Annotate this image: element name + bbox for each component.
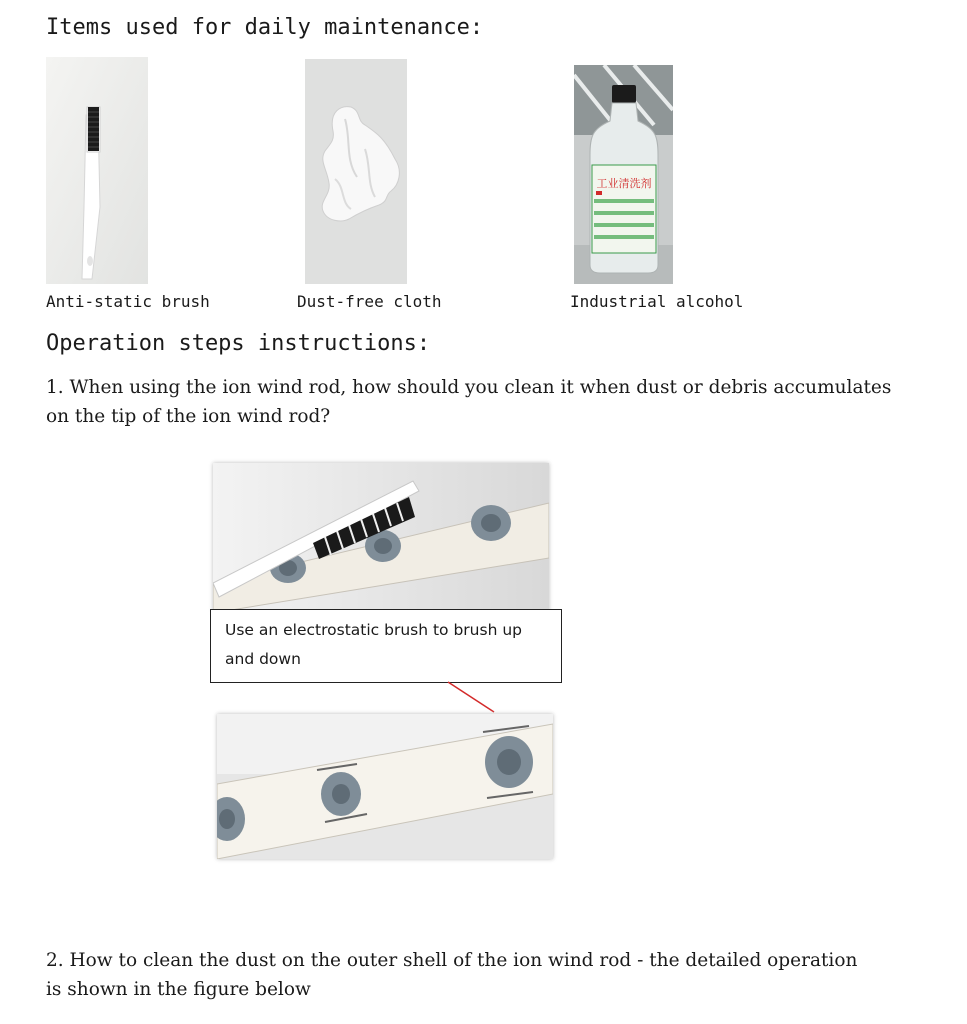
bottle-label-text: 工业清洗剂 bbox=[596, 177, 652, 190]
item-caption-cloth: Dust-free cloth bbox=[297, 292, 442, 311]
cleaned-emitters-photo bbox=[217, 714, 553, 859]
brush-cleaning-photo bbox=[213, 463, 549, 613]
step-1-text bbox=[46, 373, 891, 431]
step-1-line-1: 1. When using the ion wind rod, how should you clean it when dust or debris accumulates bbox=[46, 377, 892, 398]
section-heading-items: Items used for daily maintenance: bbox=[46, 15, 484, 40]
step-2-line-2: is shown in the figure below bbox=[46, 979, 311, 1000]
dust-free-cloth-photo bbox=[305, 59, 407, 284]
section-heading-steps: Operation steps instructions: bbox=[46, 331, 431, 356]
item-caption-alcohol: Industrial alcohol bbox=[570, 292, 744, 311]
callout-box: Use an electrostatic brush to brush up and down bbox=[210, 609, 562, 683]
step-1-line-2: on the tip of the ion wind rod? bbox=[46, 406, 331, 427]
item-caption-brush: Anti-static brush bbox=[46, 292, 210, 311]
step-2-line-1: 2. How to clean the dust on the outer shell of the ion wind rod - the detailed operation bbox=[46, 950, 858, 971]
industrial-alcohol-bottle-photo bbox=[574, 65, 673, 284]
anti-static-brush-photo bbox=[46, 57, 148, 284]
step-2-text bbox=[46, 946, 857, 1004]
